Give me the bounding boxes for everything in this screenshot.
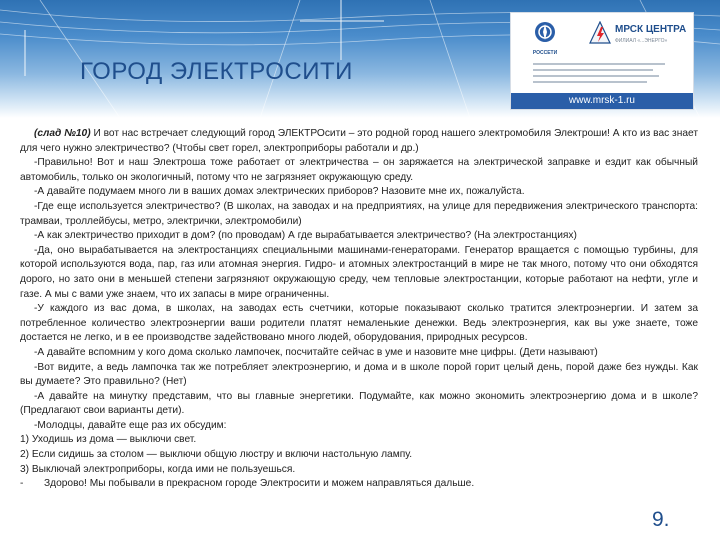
slide-reference: (слад №10) bbox=[34, 128, 91, 139]
company-logo-panel bbox=[510, 12, 694, 110]
paragraph: -А давайте на минутку представим, что вы главные энергетики. Подумайте, как можно экономить электроэнергию дома и в школе? (Предлагают свои варианты дети). bbox=[20, 390, 698, 417]
paragraph: -Правильно! Вот и наш Электроша тоже работает от электричества – он заряжается на электрической заправке и ездит как обычный автомобиль, только он экологичный, потому что не загрязняет окружающую среду. bbox=[20, 157, 698, 183]
website-bar bbox=[511, 93, 693, 109]
mrsk-emblem-icon bbox=[589, 21, 611, 45]
paragraph: -У каждого из вас дома, в школах, на заводах есть счетчики, которые показывают сколько тратится электроэнергии. И затем за потребленное количество электроэнергии ваши родители платят немаленькие денежки. Ведь электроэнергия, как вы уже знаете, тоже достается не легко, и в ее производстве задействовано много людей, оборудования, природных ресурсов. bbox=[20, 303, 698, 344]
paragraph: -А давайте подумаем много ли в ваших домах электрических приборов? Назовите мне их, пожалуйста. bbox=[34, 186, 525, 198]
paragraph: -Да, оно вырабатывается на электростанциях специальными машинами-генераторами. Генератор вращается с помощью турбины, для которой используются вода, пар, газ или атомная энергия. Гидро- и атомных электростанций в мире не так много, потому что они обходятся дорого, но зато они в меньшей степени загрязняют окружающую среду, чем тепловые электростанции, которые работают на нефти, угле и газе. А мы с вами уже знаем, что их запасы в мире ограниченны. bbox=[20, 244, 698, 300]
mrsk-subtitle: ФИЛИАЛ «...ЭНЕРГО» bbox=[615, 38, 668, 44]
list-item: - Здорово! Мы побывали в прекрасном городе Электросити и можем направляться дальше. bbox=[20, 477, 698, 492]
paragraph: (слад №10) И вот нас встречает следующий город ЭЛЕКТРОсити – это родной город нашего электромобиля Электроши! А кто из вас знает для чего нужно электричество? (Чтобы свет горел, электроприборы работали и др.) bbox=[20, 128, 699, 154]
paragraph: -А как электричество приходит в дом? (по проводам) А где вырабатывается электричество? (На электростанциях) bbox=[34, 230, 577, 242]
page-title: ГОРОД ЭЛЕКТРОСИТИ bbox=[80, 58, 353, 85]
list-bullet: - bbox=[20, 478, 24, 490]
paragraph: -Вот видите, а ведь лампочка так же потребляет электроэнергию, и дома и в школе порой горит целый день, порой даже без нужды. Как вы думаете? Это правильно? (Нет) bbox=[20, 361, 698, 388]
rosseti-label: РОССЕТИ bbox=[532, 50, 558, 56]
rosseti-logo bbox=[523, 21, 567, 56]
list-item: 1) Уходишь из дома — выключи свет. bbox=[20, 434, 197, 446]
lesson-script bbox=[20, 127, 698, 492]
rosseti-emblem-icon bbox=[534, 21, 556, 43]
paragraph: -А давайте вспомним у кого дома сколько лампочек, посчитайте сейчас в уме и назовите мне цифры. (Дети называют) bbox=[34, 346, 598, 358]
mrsk-name: МРСК ЦЕНТРА bbox=[615, 24, 687, 35]
website-url[interactable]: www.mrsk-1.ru bbox=[568, 95, 635, 106]
list-item: 2) Если сидишь за столом — выключи общую люстру и включи настольную лампу. bbox=[20, 449, 413, 461]
page-number: 9. bbox=[652, 508, 670, 531]
paragraph: -Молодцы, давайте еще раз их обсудим: bbox=[34, 419, 227, 431]
list-item: 3) Выключай электроприборы, когда ими не пользуешься. bbox=[20, 463, 296, 475]
paragraph: -Где еще используется электричество? (В школах, на заводах и на предприятиях, на улице для передвижения электрического транспорта: трамваи, троллейбусы, метро, электрички, электромобили) bbox=[20, 200, 698, 227]
logo-tagline-lines bbox=[533, 63, 683, 87]
